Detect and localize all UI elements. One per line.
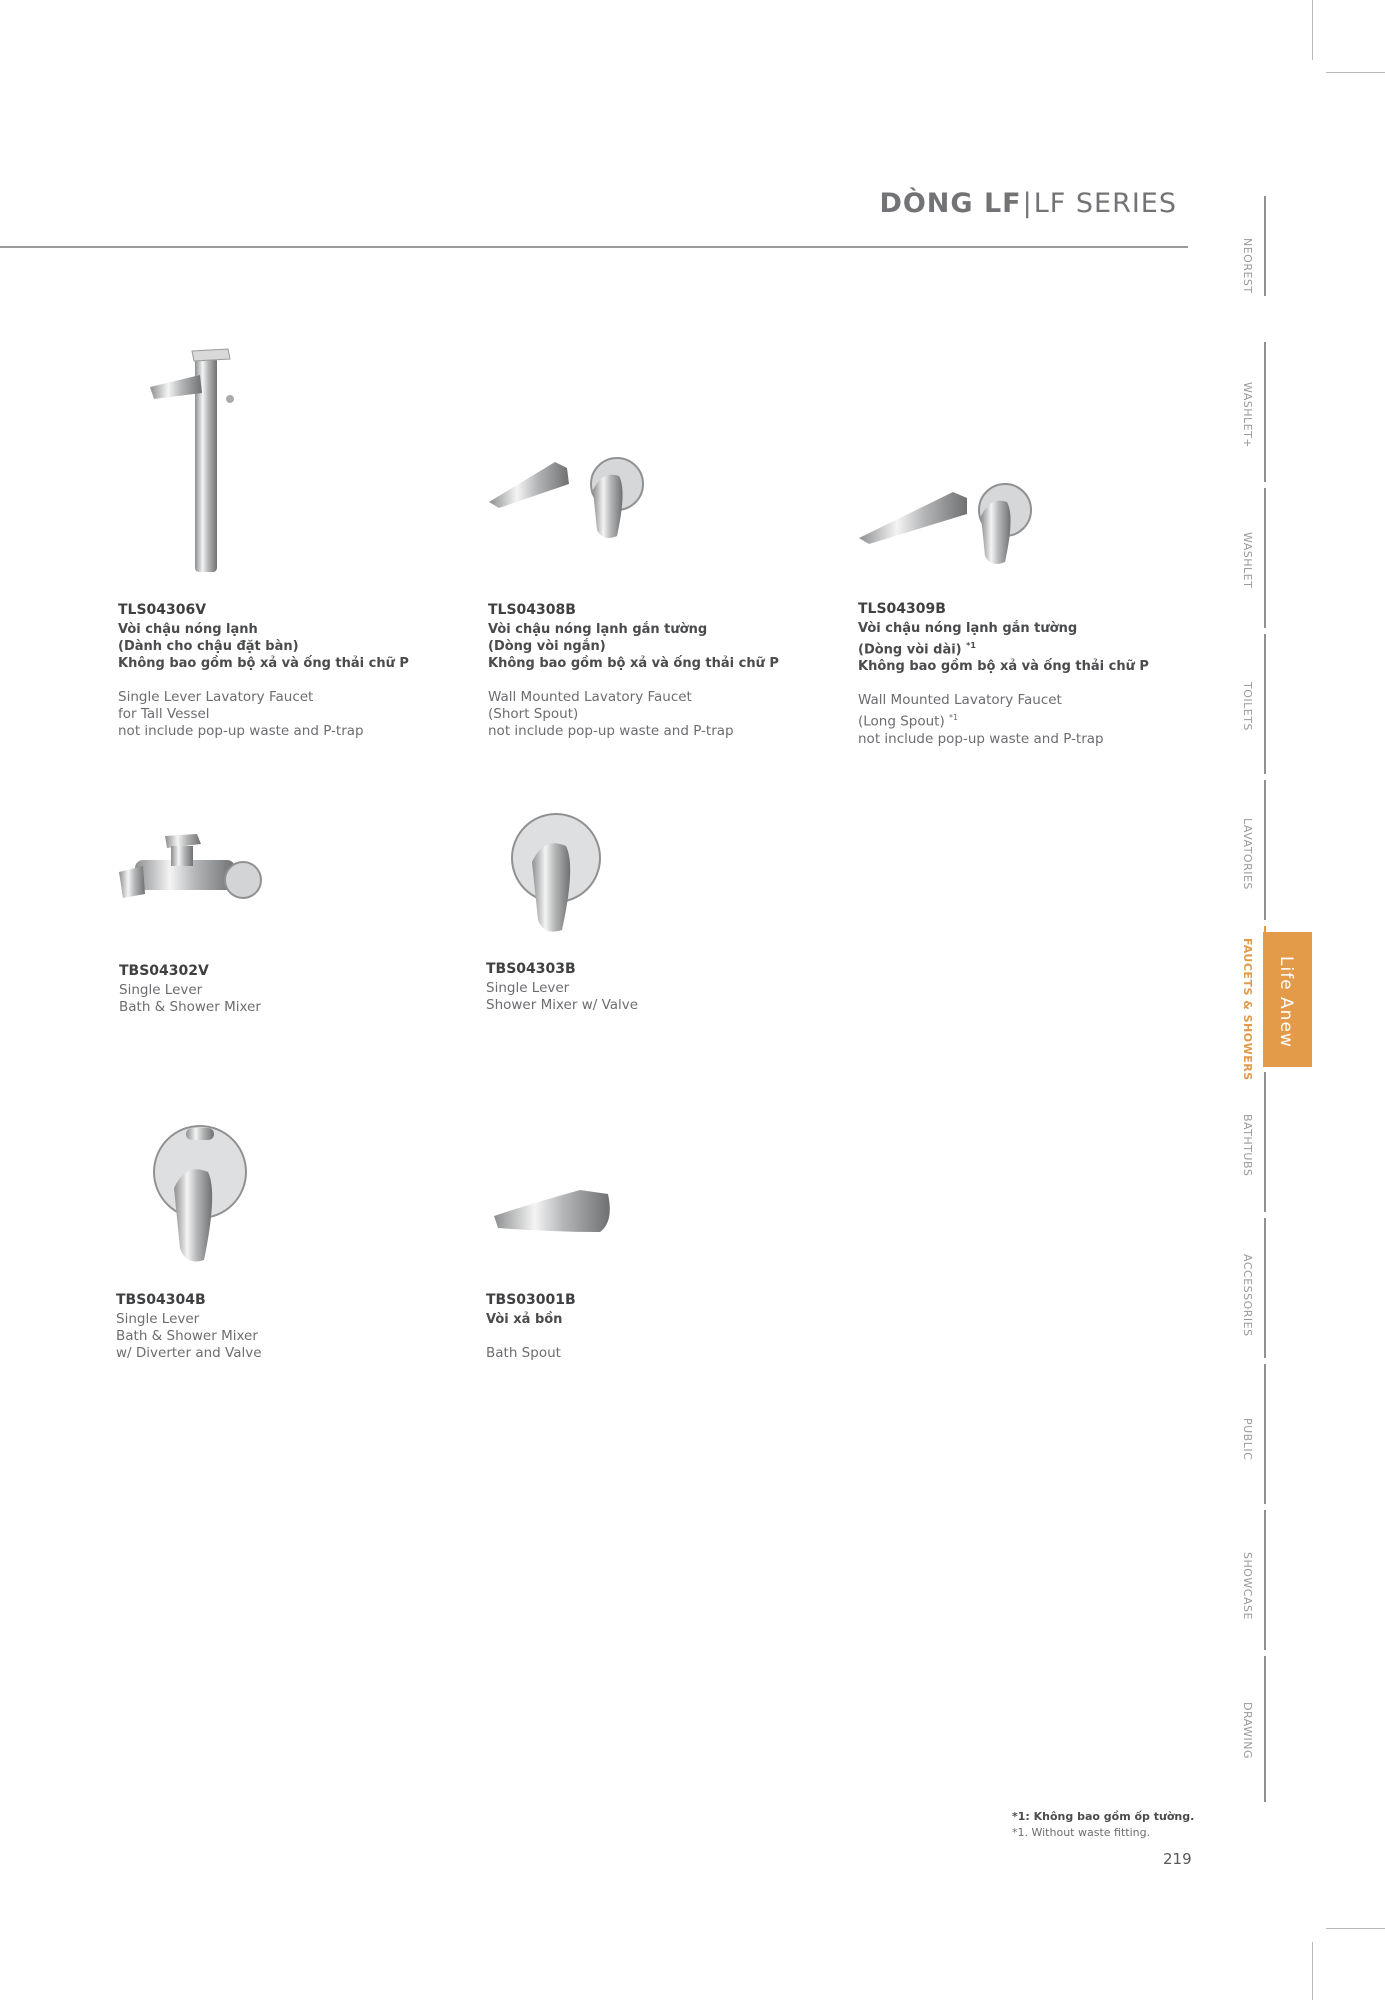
nav-item-label: BATHTUBS xyxy=(1241,1114,1254,1177)
nav-item-accessories[interactable] xyxy=(1230,1218,1266,1358)
nav-item-toilets[interactable] xyxy=(1230,634,1266,774)
product-note-en: w/ Diverter and Valve xyxy=(116,1345,262,1361)
product-note-en: not include pop-up waste and P-trap xyxy=(858,730,1104,747)
product-name-vi: Vòi chậu nóng lạnh xyxy=(118,622,258,637)
nav-item-label: WASHLET xyxy=(1241,532,1254,589)
nav-item-public[interactable] xyxy=(1230,1364,1266,1504)
product-name-en: Bath Spout xyxy=(486,1345,561,1361)
product-tbs03001b xyxy=(486,1292,786,1362)
nav-item-label: PUBLIC xyxy=(1241,1418,1254,1461)
product-tbs04304b xyxy=(116,1292,416,1362)
product-name-en: Wall Mounted Lavatory Faucet xyxy=(488,689,692,705)
wall-faucet-short-icon xyxy=(485,450,655,550)
product-code: TBS04303B xyxy=(486,961,576,977)
product-name-en: Single Lever Lavatory Faucet xyxy=(118,689,314,705)
product-desc-en: Shower Mixer w/ Valve xyxy=(486,997,639,1013)
product-tbs04302v xyxy=(119,963,419,1016)
crop-mark-bottom-horizontal xyxy=(1326,1928,1385,1929)
nav-item-label: TOILETS xyxy=(1241,682,1254,731)
product-code: TLS04306V xyxy=(118,602,207,618)
crop-mark-top-vertical xyxy=(1312,0,1313,60)
nav-item-washlet-plus[interactable] xyxy=(1230,342,1266,482)
product-code: TBS03001B xyxy=(486,1292,576,1308)
product-code: TBS04304B xyxy=(116,1292,206,1308)
shower-valve-icon xyxy=(510,812,605,937)
product-name-en: Single Lever xyxy=(119,982,203,998)
bath-spout-icon xyxy=(490,1182,615,1242)
wall-faucet-long-icon xyxy=(855,478,1040,578)
product-desc-en: (Long Spout) $^{*1}$ xyxy=(858,713,959,730)
crop-mark-bottom-vertical xyxy=(1312,1942,1313,2000)
nav-item-lavatories[interactable] xyxy=(1230,780,1266,920)
footnote-ref: *1 xyxy=(966,641,976,650)
product-tls04306v xyxy=(118,602,448,740)
nav-item-faucets-showers[interactable] xyxy=(1230,926,1266,1081)
title-separator: | xyxy=(1022,188,1033,219)
footnote-vi: *1: Không bao gồm ốp tường. xyxy=(1012,1810,1195,1823)
bath-shower-mixer-icon xyxy=(115,832,265,917)
product-desc-vi: (Dành cho chậu đặt bàn) xyxy=(118,639,299,654)
product-code: TLS04309B xyxy=(858,601,946,617)
tall-vessel-faucet-icon xyxy=(140,345,250,575)
footnote-ref: *1 xyxy=(949,713,959,723)
product-note-en: not include pop-up waste and P-trap xyxy=(118,723,364,739)
nav-item-drawing[interactable] xyxy=(1230,1656,1266,1802)
nav-item-neorest[interactable] xyxy=(1230,196,1266,296)
product-code: TBS04302V xyxy=(119,963,209,979)
page-number: 219 xyxy=(1163,1850,1192,1868)
nav-item-bathtubs[interactable] xyxy=(1230,1072,1266,1212)
nav-item-washlet[interactable] xyxy=(1230,488,1266,628)
product-desc-en: Bath & Shower Mixer xyxy=(116,1328,258,1344)
product-desc-vi: (Dòng vòi dài) $^{*1}$ xyxy=(858,641,976,658)
header-rule xyxy=(0,246,1188,248)
product-tls04309b xyxy=(858,601,1178,748)
footnote-en: *1. Without waste fitting. xyxy=(1012,1826,1151,1839)
product-name-vi: Vòi xả bồn xyxy=(486,1312,563,1327)
product-note-vi: Không bao gồm bộ xả và ống thải chữ P xyxy=(488,656,779,671)
product-tls04308b xyxy=(488,602,828,740)
product-note-vi: Không bao gồm bộ xả và ống thải chữ P xyxy=(858,659,1149,675)
product-tbs04303b xyxy=(486,961,786,1014)
product-name-vi: Vòi chậu nóng lạnh gắn tường xyxy=(488,622,708,637)
diverter-valve-icon xyxy=(150,1122,250,1267)
product-note-vi: Không bao gồm bộ xả và ống thải chữ P xyxy=(118,656,409,671)
nav-item-label: FAUCETS & SHOWERS xyxy=(1241,938,1254,1081)
product-name-vi: Vòi chậu nóng lạnh gắn tường xyxy=(858,621,1078,636)
nav-item-label: NEOREST xyxy=(1241,238,1254,294)
nav-item-label: DRAWING xyxy=(1241,1702,1254,1759)
nav-item-label: ACCESSORIES xyxy=(1241,1254,1254,1337)
crop-mark-top-horizontal xyxy=(1326,72,1385,73)
page-title xyxy=(879,188,1177,219)
nav-item-label: LAVATORIES xyxy=(1241,818,1254,890)
product-desc-vi: (Dòng vòi ngắn) xyxy=(488,639,606,654)
nav-item-label: SHOWCASE xyxy=(1241,1552,1254,1620)
product-desc-en: for Tall Vessel xyxy=(118,706,210,722)
title-light: LF SERIES xyxy=(1033,188,1177,219)
product-desc-en: Bath & Shower Mixer xyxy=(119,999,261,1015)
life-anew-tab[interactable] xyxy=(1263,932,1312,1067)
product-desc-en: (Short Spout) xyxy=(488,706,579,722)
product-code: TLS04308B xyxy=(488,602,576,618)
nav-item-showcase[interactable] xyxy=(1230,1510,1266,1650)
product-name-en: Single Lever xyxy=(116,1311,200,1327)
nav-item-label: WASHLET+ xyxy=(1241,382,1254,449)
product-name-en: Wall Mounted Lavatory Faucet xyxy=(858,692,1062,709)
product-note-en: not include pop-up waste and P-trap xyxy=(488,723,734,739)
life-anew-label: Life Anew xyxy=(1276,956,1296,1048)
title-bold: DÒNG LF xyxy=(879,188,1022,219)
product-name-en: Single Lever xyxy=(486,980,570,996)
